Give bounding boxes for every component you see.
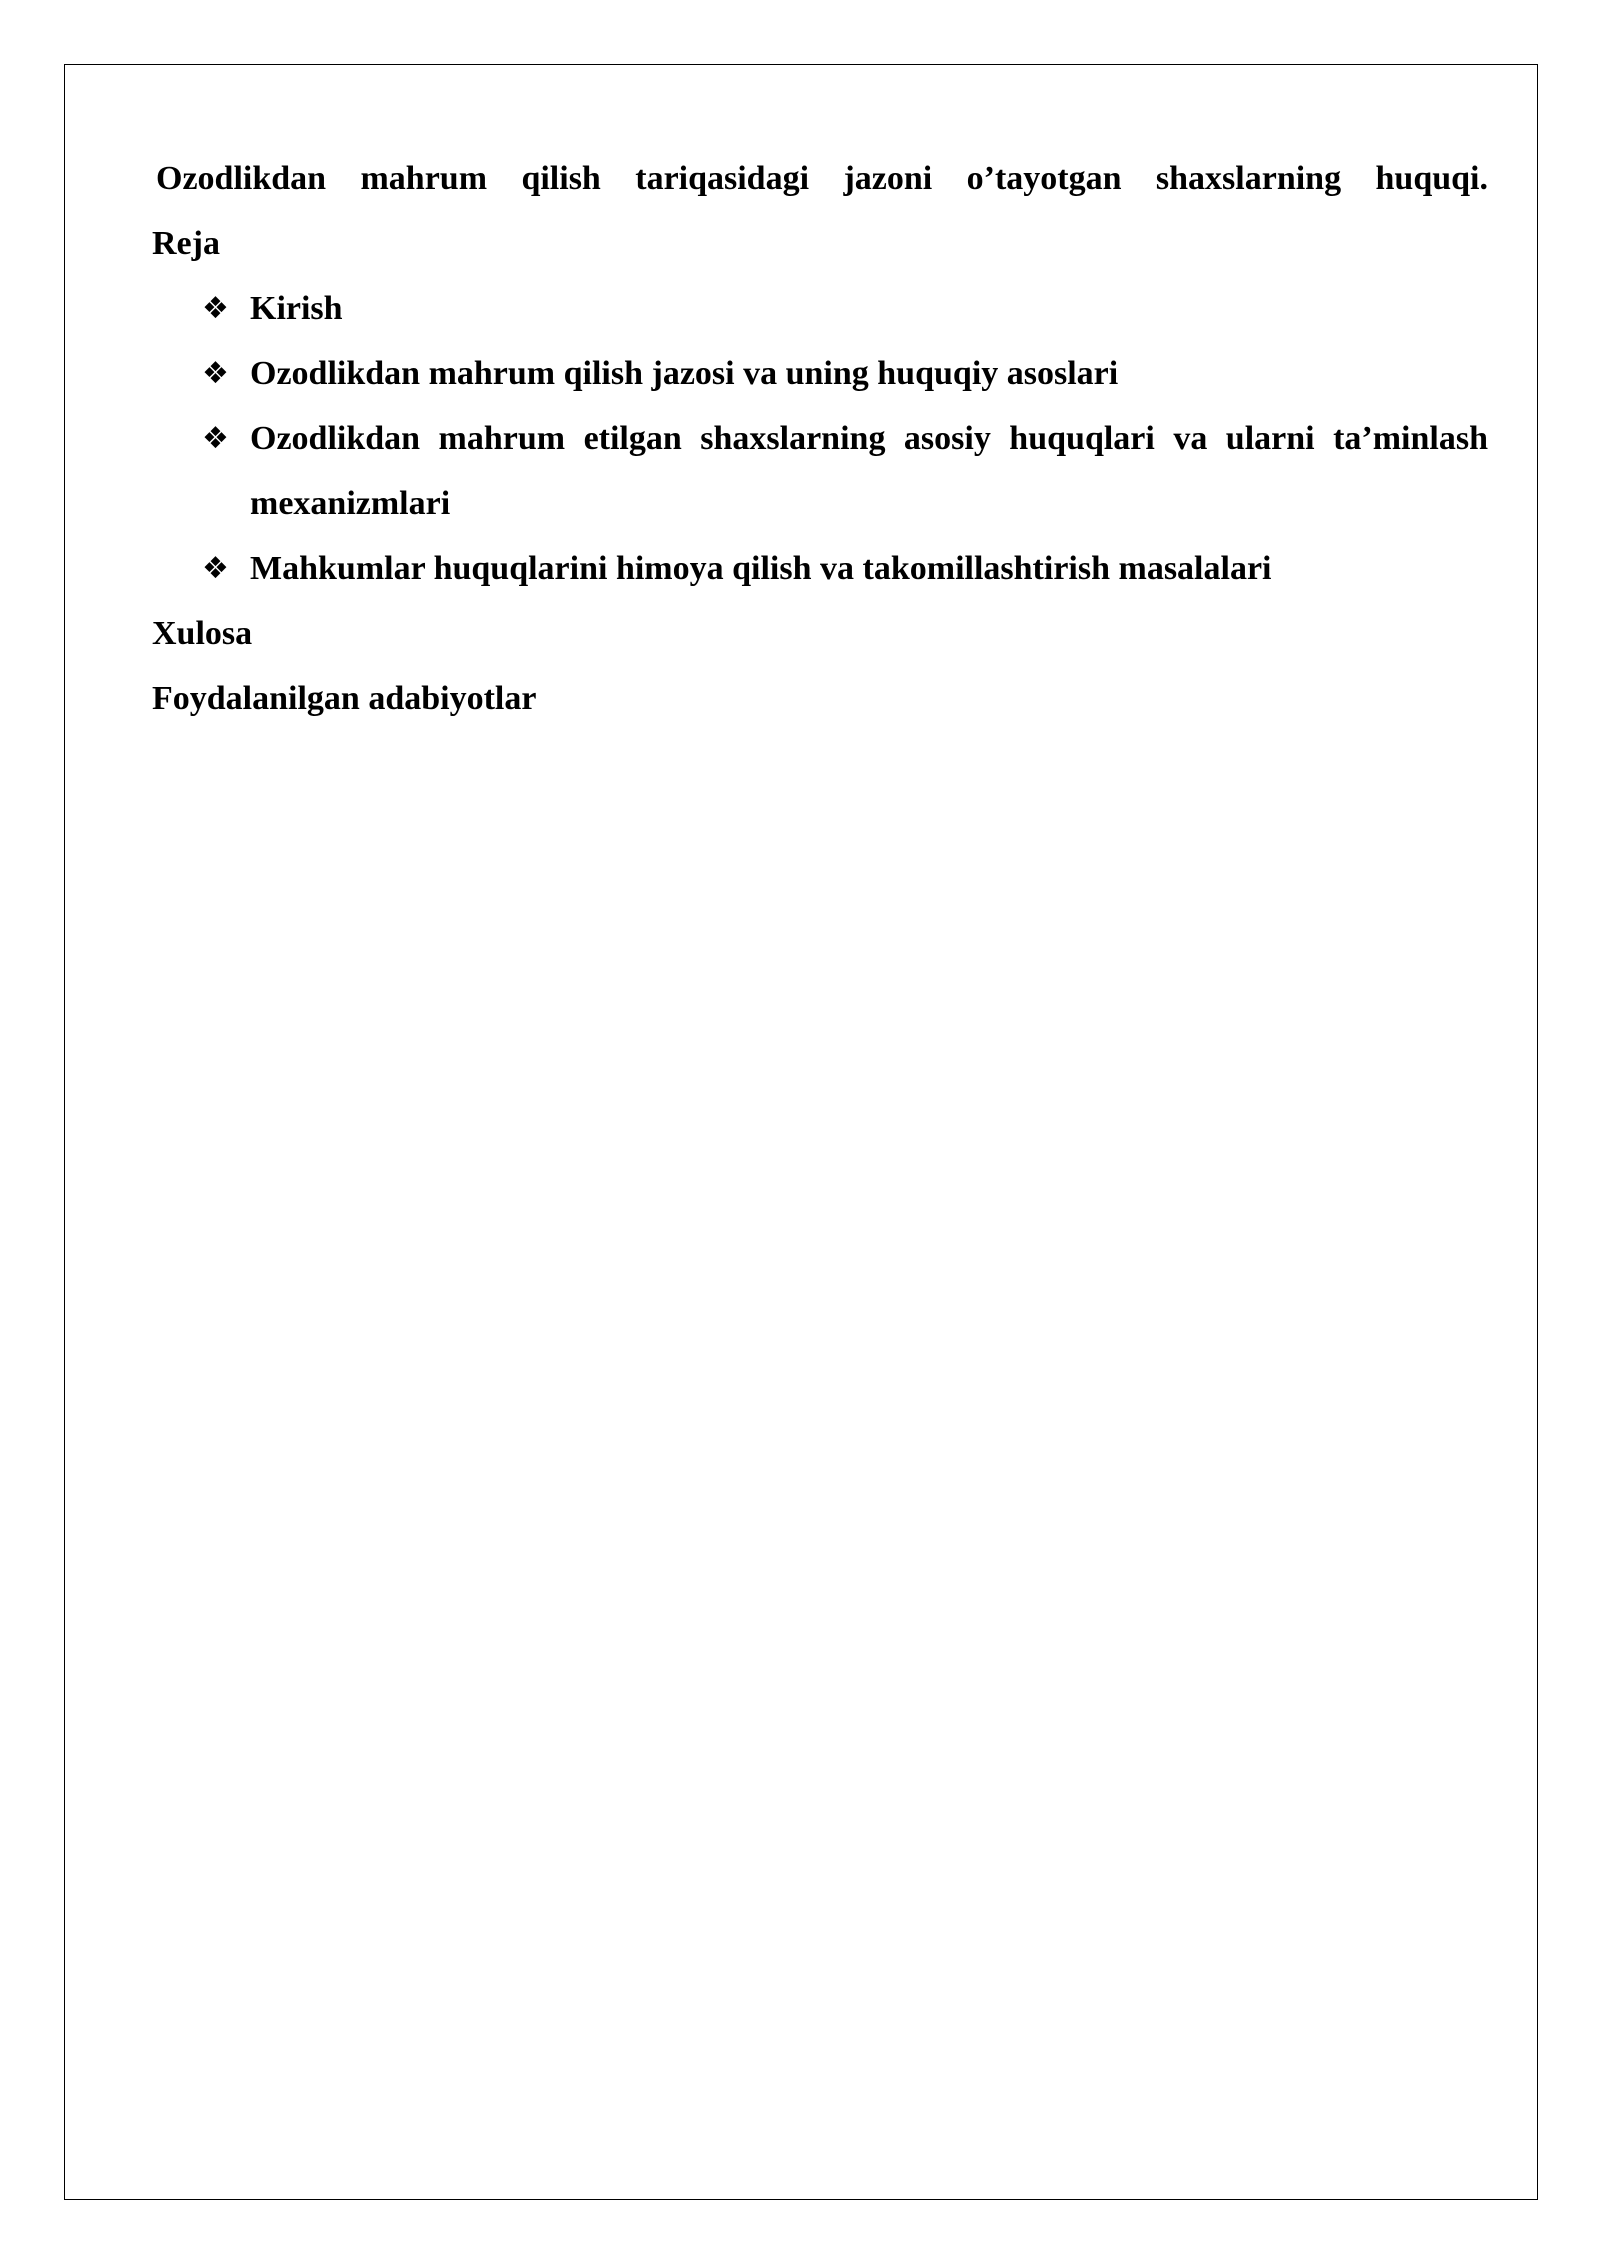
diamond-bullet-icon: ❖	[202, 356, 229, 391]
document-body	[152, 146, 1488, 731]
plan-item-label: Ozodlikdan mahrum etilgan shaxslarning asosiy huquqlari va ularni ta’minlash mexanizmlari	[250, 420, 1488, 522]
references-heading: Foydalanilgan adabiyotlar	[152, 680, 537, 717]
plan-item-label: Ozodlikdan mahrum qilish jazosi va uning huquqiy asoslari	[250, 355, 1119, 392]
plan-item-kirish	[152, 276, 1488, 341]
conclusion-heading: Xulosa	[152, 615, 253, 652]
plan-item-label: Kirish	[250, 290, 343, 327]
plan-item-basic-rights	[152, 406, 1488, 536]
plan-heading: Reja	[152, 225, 220, 262]
document-title: Ozodlikdan mahrum qilish tariqasidagi jazoni o’tayotgan shaxslarning huquqi.	[156, 160, 1488, 197]
diamond-bullet-icon: ❖	[202, 421, 229, 456]
plan-item-label: Mahkumlar huquqlarini himoya qilish va takomillashtirish masalalari	[250, 550, 1272, 587]
diamond-bullet-icon: ❖	[202, 551, 229, 586]
plan-item-protection	[152, 536, 1488, 601]
plan-item-legal-basis	[152, 341, 1488, 406]
diamond-bullet-icon: ❖	[202, 291, 229, 326]
plan-list	[152, 276, 1488, 601]
